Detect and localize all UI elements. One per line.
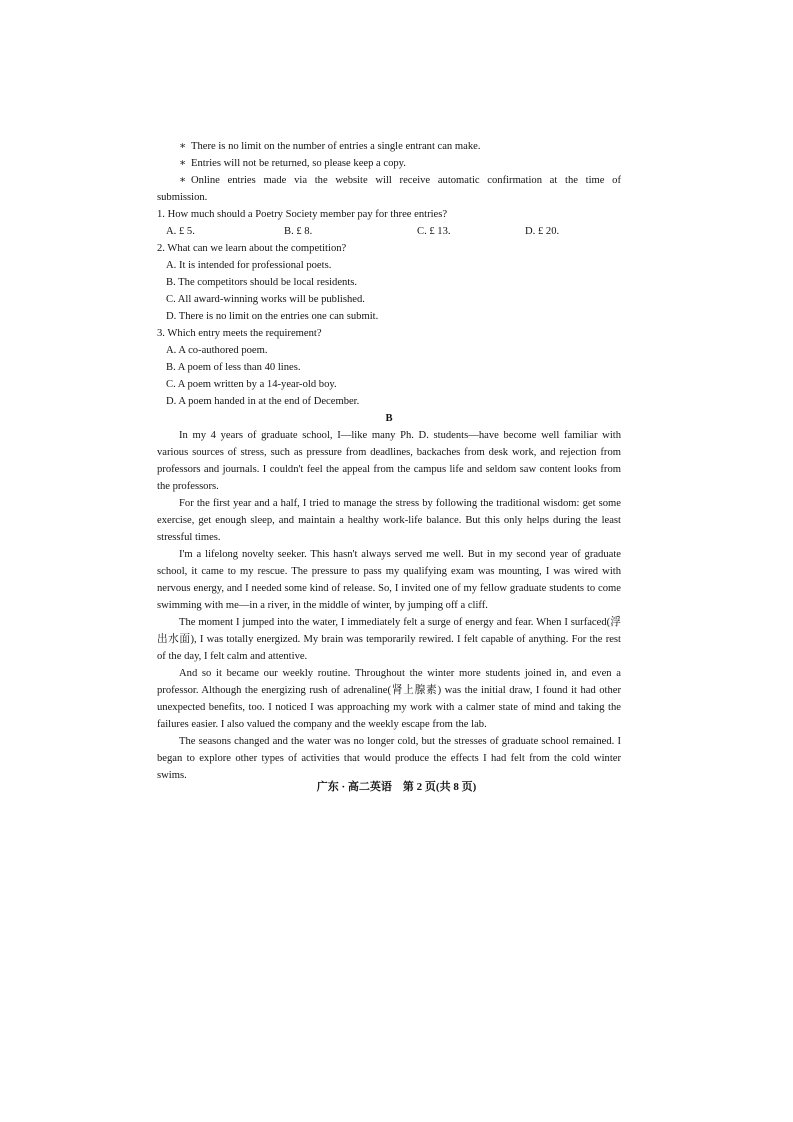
rule-bullet-3 [157,172,621,189]
question-1-stem: 1. How much should a Poetry Society member pay for three entries? [157,209,448,220]
passage-b [157,427,621,784]
passage-paragraph-6: The seasons changed and the water was no longer cold, but the stresses of graduate school remained. I began to explore other types of activities that would produce the effects I had felt from the cold winter swims. [157,736,621,781]
question-1-options [157,223,621,240]
question-2-option-d: D. There is no limit on the entries one can submit. [166,311,379,322]
page-content [157,138,621,784]
question-2-option-b: B. The competitors should be local residents. [166,277,358,288]
page-footer: 广东 · 高二英语 第 2 页(共 8 页) [316,781,477,793]
bullet-star-icon: ∗ [179,158,187,169]
rule-bullet-3-continuation: submission. [157,192,208,203]
rule-text: Online entries made via the website will receive automatic confirmation at the time of [191,175,621,186]
rule-bullet-2 [157,155,621,172]
option-b: B. £ 8. [284,226,313,237]
section-heading: B [385,413,393,424]
option-c: C. £ 13. [417,226,451,237]
passage-paragraph-3: I'm a lifelong novelty seeker. This hasn't always served me well. But in my second year of graduate school, it came to my rescue. The pressure to pass my qualifying exam was mounting, I was wired with nervous energy, and I needed some kind of release. So, I invited one of my fellow graduate students to come swimming with me—in a river, in the middle of winter, by jumping off a cliff. [157,549,621,611]
passage-paragraph-5: And so it became our weekly routine. Throughout the winter more students joined in, and even a professor. Although the energizing rush of adrenaline(肾上腺素) was the initial draw, I found it had other unexpected benefits, too. I noticed I was approaching my work with a calmer state of mind and taking the failures easier. I also valued the company and the weekly escape from the lab. [157,668,621,730]
question-2-option-c: C. All award-winning works will be published. [166,294,365,305]
bullet-star-icon: ∗ [179,141,187,152]
rule-text: Entries will not be returned, so please keep a copy. [191,158,406,169]
option-d: D. £ 20. [525,226,560,237]
question-3-stem: 3. Which entry meets the requirement? [157,328,322,339]
rule-text: There is no limit on the number of entries a single entrant can make. [191,141,481,152]
question-3-option-a: A. A co-authored poem. [166,345,268,356]
passage-paragraph-2: For the first year and a half, I tried to manage the stress by following the traditional wisdom: get some exercise, get enough sleep, and maintain a healthy work-life balance. But this only helps during the least stressful times. [157,498,621,543]
question-3-option-c: C. A poem written by a 14-year-old boy. [166,379,337,390]
passage-paragraph-1: In my 4 years of graduate school, I—like many Ph. D. students—have become well familiar with various sources of stress, such as pressure from deadlines, backaches from desk work, and rejection from professors and journals. I couldn't feel the appeal from the campus life and seldom saw content looks from the professors. [157,430,621,492]
bullet-star-icon: ∗ [179,175,187,186]
question-2-option-a: A. It is intended for professional poets. [166,260,332,271]
question-3-option-b: B. A poem of less than 40 lines. [166,362,301,373]
rule-bullet-1 [157,138,621,155]
option-a: A. £ 5. [166,226,195,237]
passage-paragraph-4: The moment I jumped into the water, I immediately felt a surge of energy and fear. When I surfaced(浮出水面), I was totally energized. My brain was temporarily rewired. I felt capable of anything. For the rest of the day, I felt calm and attentive. [157,617,621,662]
question-3-option-d: D. A poem handed in at the end of December. [166,396,360,407]
question-2-stem: 2. What can we learn about the competition? [157,243,347,254]
